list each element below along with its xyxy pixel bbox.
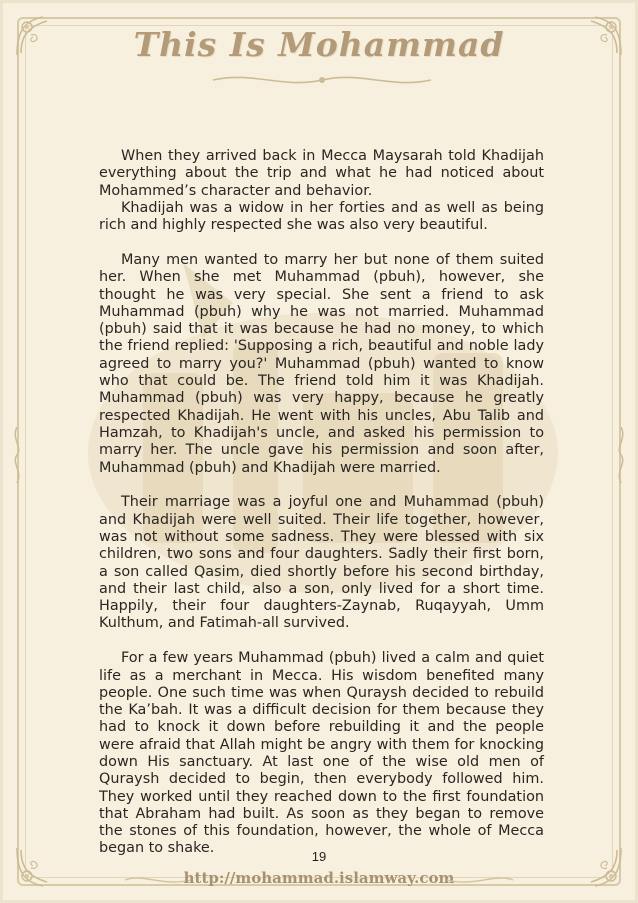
page-number: 19 [311,849,327,864]
side-ornament-icon [613,425,629,485]
book-title: This Is Mohammad [133,25,505,64]
title-flourish-icon [203,69,441,91]
paragraph: Many men wanted to marry her but none of them suited her. When she met Muhammad (pbuh), however, she thought he was very special. She sent a friend to ask Muhammad (pbuh) why he was not married. Muhammad (pbuh) said that it was because he had no money, to which the friend replied: 'Supposing a rich, beautiful and noble lady agreed to marry you?' Muhammad (pbuh) wanted to know who that could be. The friend told him it was Khadijah. Muhammad (pbuh) was very happy, because he greatly respected Khadijah. He went with his uncles, Abu Talib and Hamzah, to Khadijah's uncle, and asked his permission to marry her. The uncle gave his permission and soon after, Muhammad (pbuh) and Khadijah were married. [99,251,544,476]
paragraph: Their marriage was a joyful one and Muhammad (pbuh) and Khadijah were well suited. Their life together, however, was not without some sadness. They were blessed with six children, two sons and four daughters. Sadly their first born, a son called Qasim, died shortly before his second birthday, and their last child, also a son, only lived for a short time. Happily, their four daughters-Zaynab, Ruqayyah, Umm Kulthum, and Fatimah-all survived. [99,494,544,632]
paragraph: When they arrived back in Mecca Maysarah told Khadijah everything about the trip and what he had noticed about Mohammed’s character and behavior. [99,148,544,199]
website-url[interactable]: http://mohammad.islamway.com [183,869,455,887]
footer-swirl-icon [445,871,515,889]
page-body [99,148,544,858]
side-ornament-icon [9,425,25,485]
paragraph: Khadijah was a widow in her forties and as well as being rich and highly respected she was also very beautiful. [99,199,544,234]
paragraph: For a few years Muhammad (pbuh) lived a calm and quiet life as a merchant in Mecca. His wisdom benefited many people. One such time was when Quraysh decided to rebuild the Ka’bah. It was a difficult decision for them because they had to knock it down before rebuilding it and the people were afraid that Allah might be angry with them for knocking down His sanctuary. At last one of the wise old men of Quraysh decided to begin, then everybody followed him. They worked until they reached down to the first foundation that Abraham had built. As soon as they began to remove the stones of this foundation, however, the whole of Mecca began to shake. [99,650,544,857]
